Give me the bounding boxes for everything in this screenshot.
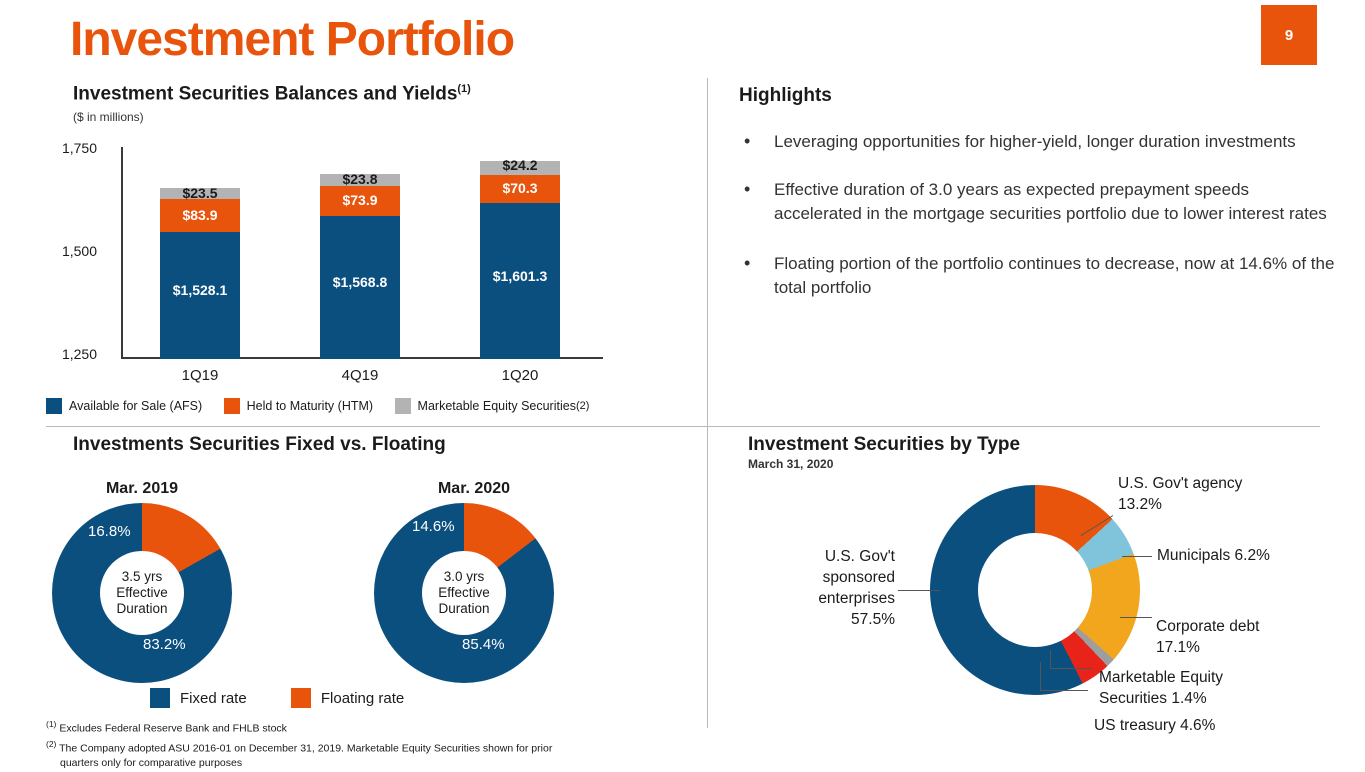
balances-legend (46, 398, 746, 417)
callout-line-corporate (1120, 617, 1152, 618)
bar-segment-afs (320, 216, 400, 359)
bar-segment-htm (160, 199, 240, 232)
pie-center-text-mar-2019 (116, 569, 168, 617)
callout-line-gsponsored (898, 590, 940, 591)
y-tick-1500: 1,500 (61, 243, 97, 259)
x-cat-label-1q20: 1Q20 (501, 367, 539, 384)
legend-item-fixed (150, 688, 247, 708)
legend-label-htm: Held to Maturity (HTM) (246, 399, 374, 413)
bar-segment-mes (480, 157, 560, 175)
pie-by-type-hole (978, 533, 1092, 647)
fixed-floating-legend (150, 688, 444, 712)
highlight-bullet: • Floating portion of the portfolio continues to decrease, now at 14.6% of the total portfolio (739, 252, 1339, 300)
bar-group-1q20 (480, 157, 560, 359)
callout-gse-line1: U.S. Gov't (824, 548, 895, 565)
balances-bar-chart (46, 135, 706, 410)
page-title: Investment Portfolio (70, 13, 515, 66)
legend-swatch-mes (395, 398, 411, 414)
pie-center-text-mar-2020 (438, 569, 490, 617)
callout-corporate (1156, 616, 1259, 658)
callout-marketable-equity (1099, 667, 1223, 709)
pie-center-mar-2019 (100, 551, 184, 635)
bar-label-mes: $23.5 (182, 185, 218, 201)
footnote-2-cont-text: quarters only for comparative purposes (60, 757, 243, 769)
legend-label-mes: Marketable Equity Securities (417, 399, 576, 413)
footnote-2-marker: (2) (46, 738, 57, 749)
callout-marketable-line1: Marketable Equity (1099, 669, 1224, 686)
duration-line3: Duration (438, 601, 490, 616)
footnote-2-text: The Company adopted ASU 2016-01 on December 31, 2019. Marketable Equity Securities shown for prior (59, 742, 553, 754)
balances-title-footnote-marker: (1) (457, 83, 471, 95)
callout-corporate-pct: 17.1% (1156, 639, 1200, 656)
legend-swatch-afs (46, 398, 62, 414)
callout-gse-pct: 57.5% (851, 611, 895, 628)
by-type-subtitle: March 31, 2020 (748, 457, 834, 471)
bar-group-1q19 (160, 185, 240, 359)
y-tick-1250: 1,250 (61, 346, 97, 362)
balances-title (73, 83, 471, 105)
callout-line-marketable (1050, 668, 1092, 669)
duration-line3: Duration (116, 601, 168, 616)
pie-label-fixed-2020: 85.4% (462, 636, 505, 653)
bar-segment-htm (480, 175, 560, 203)
highlights-list (739, 130, 1339, 324)
by-type-title: Investment Securities by Type (748, 434, 1021, 455)
callout-line-marketable-vert (1050, 650, 1051, 669)
y-tick-1750: 1,750 (61, 140, 97, 156)
bar-segment-mes (160, 185, 240, 201)
pie-label-floating-2020: 14.6% (412, 518, 455, 535)
balances-subtitle: ($ in millions) (73, 110, 144, 124)
callout-municipals: Municipals 6.2% (1157, 547, 1270, 564)
duration-line2: Effective (438, 585, 490, 600)
y-axis-line (121, 147, 123, 359)
legend-swatch-fixed (150, 688, 170, 708)
footnote-1-text: Excludes Federal Reserve Bank and FHLB stock (59, 722, 287, 735)
callout-line-treasury (1040, 690, 1088, 691)
x-cat-label-1q19: 1Q19 (181, 367, 219, 384)
bar-label-mes: $24.2 (502, 157, 538, 173)
pie-center-mar-2020 (422, 551, 506, 635)
horizontal-divider (46, 426, 1320, 427)
footnote-1-marker: (1) (46, 719, 57, 729)
x-cat-label-4q19: 4Q19 (341, 367, 379, 384)
legend-item-afs (46, 398, 202, 414)
page-number-badge: 9 (1261, 5, 1317, 65)
legend-label-floating: Floating rate (320, 689, 405, 707)
duration-value: 3.0 yrs (443, 569, 485, 584)
callout-gov-sponsored (770, 546, 895, 630)
footnote-2 (46, 738, 552, 756)
bar-label-htm: $83.9 (182, 207, 218, 223)
duration-value: 3.5 yrs (121, 569, 163, 584)
highlight-bullet: • Effective duration of 3.0 years as expected prepayment speeds accelerated in the mortgage securities portfolio due to lower interest rates (739, 178, 1339, 226)
pie-label-fixed-2019: 83.2% (143, 636, 186, 653)
highlights-title: Highlights (739, 85, 832, 106)
bar-segment-mes (320, 171, 400, 187)
footnotes (46, 718, 552, 772)
callout-gse-line2: sponsored (822, 569, 895, 586)
bar-segment-htm (320, 186, 400, 216)
legend-label-fixed: Fixed rate (180, 689, 247, 707)
bar-segment-afs (480, 203, 560, 359)
bar-label-htm: $73.9 (342, 192, 378, 208)
legend-swatch-floating (291, 688, 311, 708)
callout-line-treasury-vert (1040, 662, 1041, 691)
pie-title-mar-2019: Mar. 2019 (105, 480, 179, 497)
footnote-1 (46, 718, 552, 736)
legend-swatch-htm (224, 398, 240, 414)
bar-label-mes: $23.8 (342, 171, 378, 187)
legend-label-afs: Available for Sale (AFS) (69, 399, 203, 413)
callout-gov-agency (1118, 473, 1242, 515)
legend-item-mes (395, 398, 590, 414)
legend-item-htm (224, 398, 373, 414)
bar-segment-afs (160, 232, 240, 359)
legend-item-floating (291, 688, 404, 708)
bar-label-htm: $70.3 (502, 180, 538, 196)
footnote-2-cont (46, 757, 552, 770)
callout-corporate-label: Corporate debt (1156, 618, 1260, 635)
callout-agency-pct: 13.2% (1118, 496, 1162, 513)
callout-gse-line3: enterprises (818, 590, 895, 607)
legend-footnote-marker: (2) (575, 400, 590, 412)
duration-line2: Effective (116, 585, 168, 600)
balances-title-text: Investment Securities Balances and Yields (73, 83, 458, 105)
bar-group-4q19 (320, 171, 400, 359)
callout-line-municipals (1122, 556, 1152, 557)
highlight-bullet: • Leveraging opportunities for higher-yield, longer duration investments (739, 130, 1339, 154)
fixed-floating-title: Investments Securities Fixed vs. Floating (73, 434, 446, 455)
callout-agency-label: U.S. Gov't agency (1118, 475, 1243, 492)
pie-title-mar-2020: Mar. 2020 (437, 480, 511, 497)
bar-label-afs: $1,528.1 (172, 282, 228, 298)
bar-label-afs: $1,601.3 (492, 268, 548, 284)
callout-us-treasury: US treasury 4.6% (1094, 717, 1216, 734)
bar-label-afs: $1,568.8 (332, 274, 388, 290)
pie-label-floating-2019: 16.8% (88, 523, 131, 540)
callout-marketable-line2: Securities 1.4% (1099, 690, 1207, 707)
